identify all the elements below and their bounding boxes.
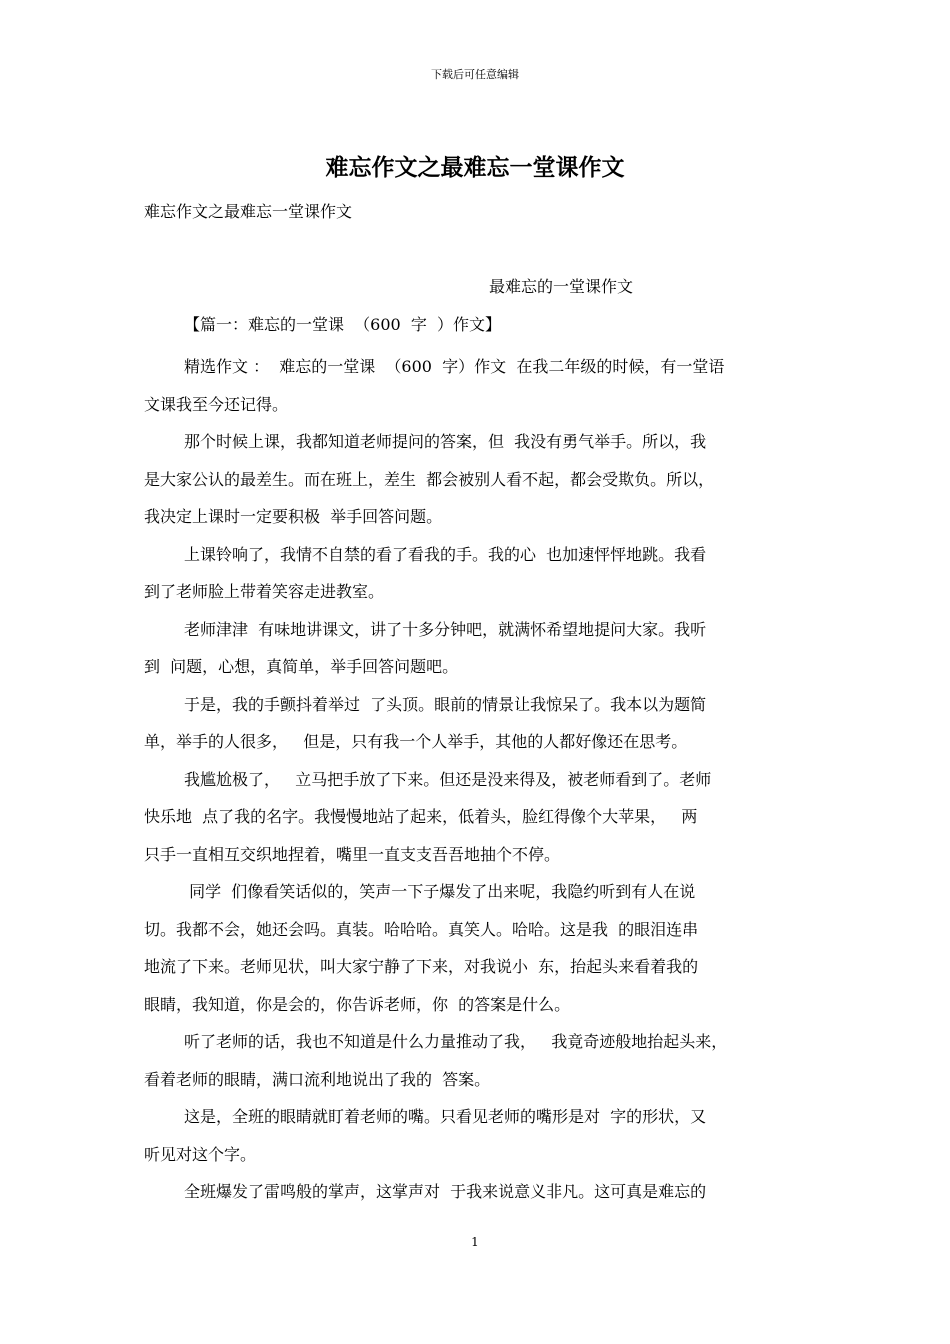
paragraph-line: 快乐地 点了我的名字。我慢慢地站了起来，低着头，脸红得像个大苹果， 两: [144, 807, 698, 826]
paragraph-line: 听见对这个字。: [144, 1144, 257, 1164]
paragraph: [144, 686, 808, 761]
document-subtitle: 难忘作文之最难忘一堂课作文: [144, 202, 353, 221]
paragraph: [144, 423, 808, 536]
paragraph-line: 看着老师的眼睛，满口流利地说出了我的 答案。: [144, 1069, 491, 1089]
paragraph-line: 单，举手的人很多， 但是，只有我一个人举手，其他的人都好像还在思考。: [144, 732, 688, 751]
paragraph-line: 眼睛，我知道，你是会的，你告诉老师，你 的答案是什么。: [144, 994, 571, 1014]
paragraph-line: 全班爆发了雷鸣般的掌声，这掌声对 于我来说意义非凡。这可真是难忘的: [184, 1182, 707, 1201]
paragraph: [144, 1098, 808, 1173]
paragraph: [144, 536, 808, 611]
paragraph-line: 这是，全班的眼睛就盯着老师的嘴。只看见老师的嘴形是对 字的形状，又: [184, 1107, 707, 1126]
paragraph-line: 于是，我的手颤抖着举过 了头顶。眼前的情景让我惊呆了。我本以为题简: [184, 694, 707, 714]
article-body: [144, 348, 808, 1211]
paragraph-line: 同学 们像看笑话似的，笑声一下子爆发了出来呢，我隐约听到有人在说: [184, 882, 696, 901]
paragraph: [144, 873, 808, 1023]
paragraph: [144, 761, 808, 874]
page-header-note: 下载后可任意编辑: [431, 68, 519, 81]
paragraph: [144, 611, 808, 686]
paragraph-line: 那个时候上课，我都知道老师提问的答案，但 我没有勇气举手。所以，我: [184, 432, 707, 451]
paragraph-line: 我尴尬极了， 立马把手放了下来。但还是没来得及，被老师看到了。老师: [184, 769, 712, 789]
article-tag: 【篇一：难忘的一堂课 （600 字 ）作文】: [184, 315, 502, 334]
paragraph-line: 听了老师的话，我也不知道是什么力量推动了我， 我竟奇迹般地抬起头来，: [184, 1032, 728, 1051]
paragraph-line: 到了老师脸上带着笑容走进教室。: [144, 582, 385, 601]
paragraph-line: 只手一直相互交织地捏着，嘴里一直支支吾吾地抽个不停。: [144, 844, 561, 864]
paragraph-line: 精选作文 ： 难忘的一堂课 （600 字）作文 在我二年级的时候，有一堂语: [184, 357, 725, 376]
paragraph-line: 我决定上课时一定要积极 举手回答问题。: [144, 507, 443, 526]
paragraph-line: 切。我都不会，她还会吗。真装。哈哈哈。真笑人。哈哈。这是我 的眼泪连串: [144, 919, 699, 939]
paragraph-line: 老师津津 有味地讲课文，讲了十多分钟吧，就满怀希望地提问大家。我听: [184, 619, 707, 639]
paragraph-line: 是大家公认的最差生。而在班上，差生 都会被别人看不起，都会受欺负。所以，: [144, 469, 715, 489]
paragraph-line: 文课我至今还记得。: [144, 394, 289, 414]
page-number: 1: [471, 1235, 479, 1249]
paragraph-line: 上课铃响了，我情不自禁的看了看我的手。我的心 也加速怦怦地跳。我看: [184, 544, 707, 564]
paragraph-line: 到 问题，心想，真简单，举手回答问题吧。: [144, 657, 459, 676]
section-heading: 最难忘的一堂课作文: [489, 277, 634, 296]
paragraph-line: 地流了下来。老师见状，叫大家宁静了下来，对我说小 东，抬起头来看着我的: [144, 957, 699, 976]
paragraph: [144, 1173, 808, 1211]
document-title: 难忘作文之最难忘一堂课作文: [325, 154, 625, 181]
paragraph: [144, 1023, 808, 1098]
paragraph: [144, 348, 808, 423]
